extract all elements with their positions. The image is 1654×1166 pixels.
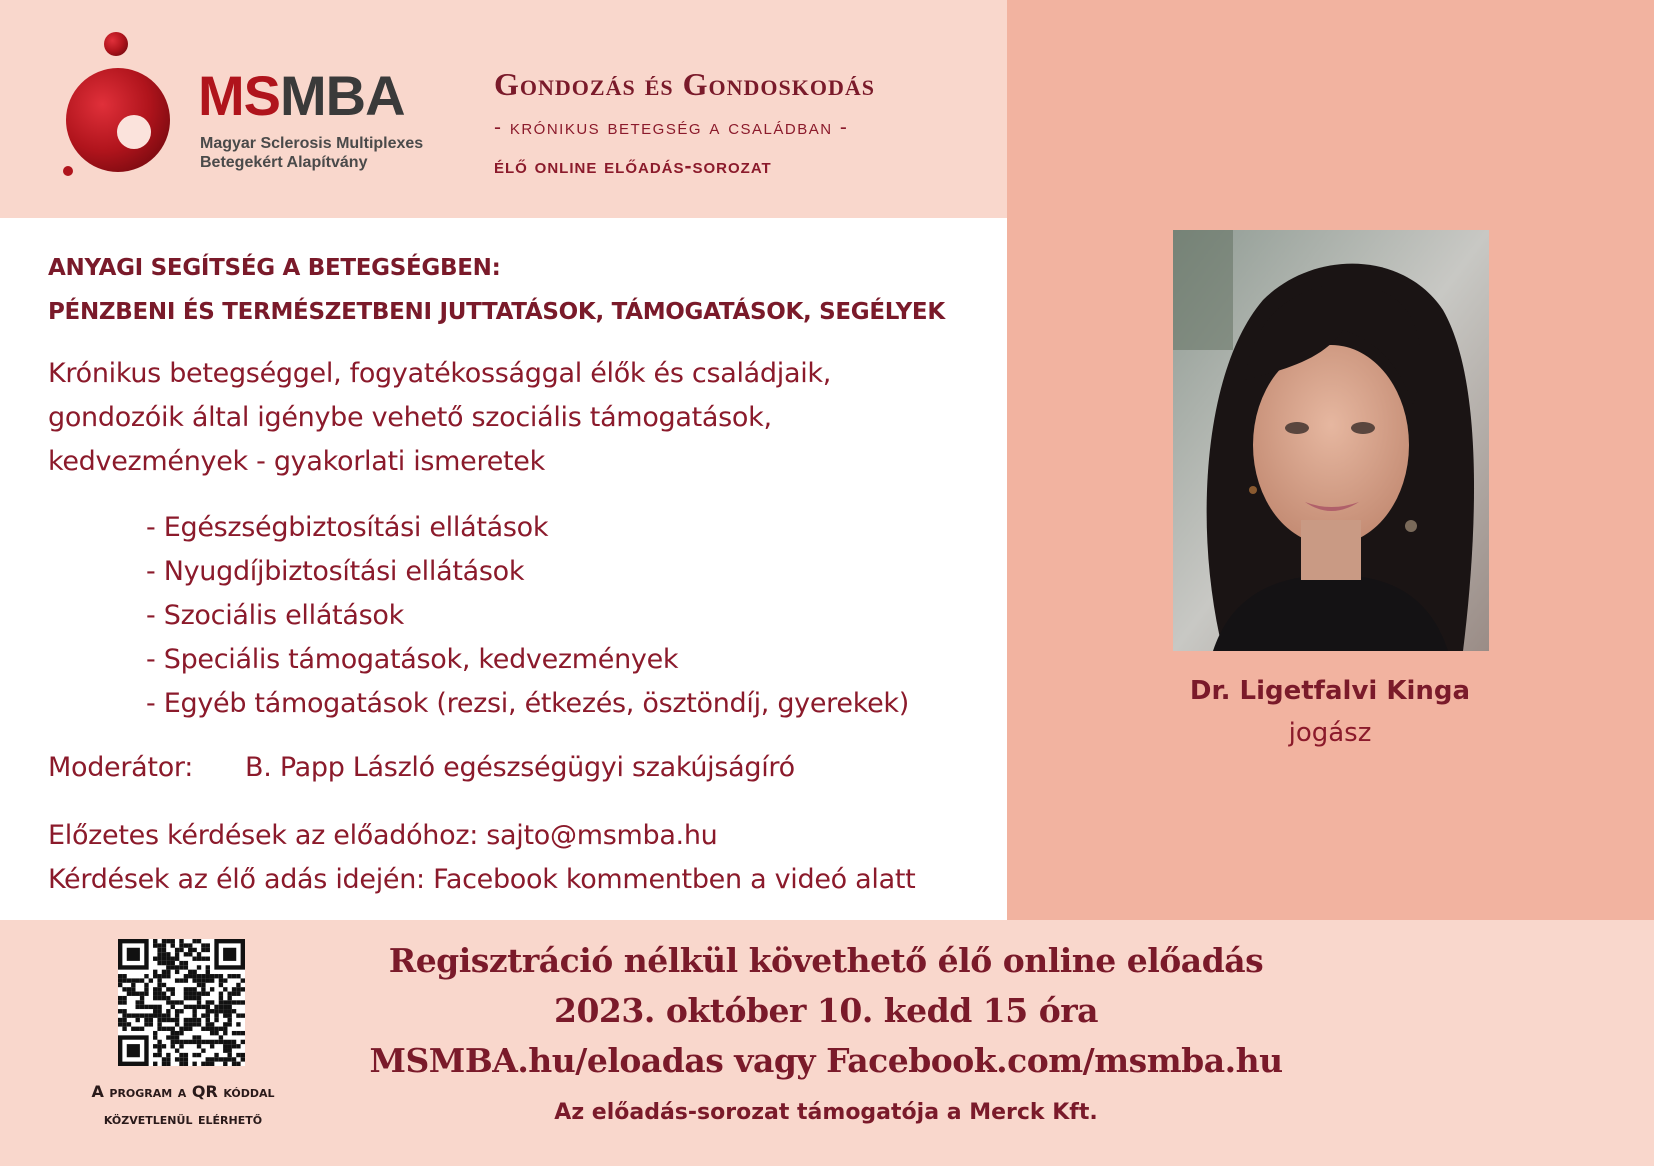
moderator-name: B. Papp László egészségügyi szakújságíró — [245, 752, 795, 783]
qr-caption-line1: A program a QR kóddal — [91, 1082, 275, 1101]
lecture-description — [48, 352, 831, 484]
topic-item: - Nyugdíjbiztosítási ellátások — [146, 556, 525, 587]
topic-item: - Szociális ellátások — [146, 600, 404, 631]
logo-wordmark-mba: MBA — [280, 64, 405, 127]
lecture-title-line2: PÉNZBENI ÉS TERMÉSZETBENI JUTTATÁSOK, TÁMOGATÁSOK, SEGÉLYEK — [48, 299, 945, 325]
qr-caption-line2: közvetlenül elérhető — [103, 1109, 263, 1128]
questions-info — [48, 814, 915, 902]
logo-subtitle — [200, 134, 423, 172]
event-info — [336, 936, 1316, 1086]
lecture-title — [48, 246, 945, 334]
speaker-role: jogász — [1288, 718, 1372, 748]
speaker-name: Dr. Ligetfalvi Kinga — [1189, 676, 1471, 706]
moderator-line — [48, 752, 795, 783]
lecture-title-line1: ANYAGI SEGÍTSÉG A BETEGSÉGBEN: — [48, 255, 501, 281]
series-title: Gondozás és Gondoskodás — [494, 66, 875, 102]
speaker-photo — [1173, 230, 1489, 651]
questions-before: Előzetes kérdések az előadóhoz: sajto@msmba.hu — [48, 820, 718, 851]
logo-wordmark-ms: MS — [198, 64, 280, 127]
topic-list — [146, 506, 909, 726]
topic-item: - Speciális támogatások, kedvezmények — [146, 644, 679, 675]
sponsor-line: Az előadás-sorozat támogatója a Merck Kft. — [554, 1100, 1098, 1125]
qr-caption — [40, 1078, 326, 1132]
logo-subtitle-line1: Magyar Sclerosis Multiplexes — [200, 135, 424, 152]
description-line: Krónikus betegséggel, fogyatékossággal élők és családjaik, — [48, 358, 832, 389]
event-line-date: 2023. október 10. kedd 15 óra — [554, 991, 1098, 1030]
event-line-registration: Regisztráció nélkül követhető élő online előadás — [388, 941, 1264, 980]
description-line: gondozóik által igénybe vehető szociális támogatások, — [48, 402, 772, 433]
event-line-links[interactable]: MSMBA.hu/eloadas vagy Facebook.com/msmba.hu — [369, 1041, 1283, 1080]
topic-item: - Egyéb támogatások (rezsi, étkezés, ösztöndíj, gyerekek) — [146, 688, 909, 719]
qr-code-icon[interactable] — [118, 939, 245, 1066]
series-note: élő online előadás-sorozat — [494, 155, 772, 178]
logo-subtitle-line2: Betegekért Alapítvány — [200, 154, 368, 171]
questions-live: Kérdések az élő adás idején: Facebook kommentben a videó alatt — [48, 864, 916, 895]
moderator-label: Moderátor: — [48, 752, 194, 783]
description-line: kedvezmények - gyakorlati ismeretek — [48, 446, 545, 477]
msmba-logo-icon — [58, 28, 188, 184]
logo-wordmark — [198, 64, 405, 127]
topic-item: - Egészségbiztosítási ellátások — [146, 512, 549, 543]
series-subtitle: - krónikus betegség a családban - — [494, 116, 849, 139]
